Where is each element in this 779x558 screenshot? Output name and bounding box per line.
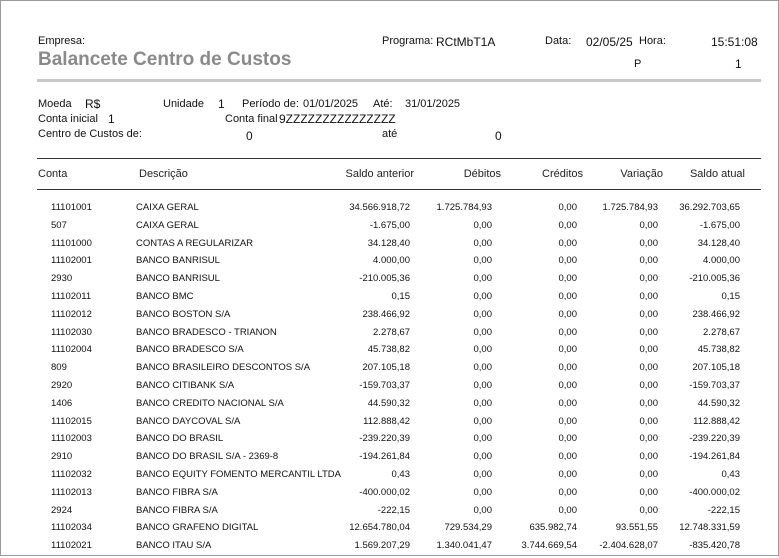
cell-creditos: 0,00: [558, 451, 577, 463]
moeda-label: Moeda: [38, 98, 72, 110]
table-row: [1, 433, 778, 451]
cell-saldo-atual: 45.738,82: [697, 344, 740, 356]
cell-debitos: 0,00: [473, 362, 492, 374]
cell-debitos: 0,00: [473, 451, 492, 463]
cell-saldo-atual: -222,15: [707, 504, 740, 516]
unidade-label: Unidade: [163, 98, 204, 110]
cell-debitos: 0,00: [473, 415, 492, 427]
cell-saldo-atual: 0,43: [721, 469, 740, 480]
cell-saldo-anterior: 0,43: [391, 469, 410, 480]
cell-variacao: 0,00: [639, 237, 658, 249]
col-header-debitos: Débitos: [463, 168, 501, 180]
cell-debitos: 729.534,29: [444, 522, 492, 534]
conta-final-value: 9ZZZZZZZZZZZZZZZ: [279, 112, 396, 126]
centro-custos-de-value: 0: [246, 129, 253, 143]
cell-saldo-anterior: 0,15: [391, 291, 410, 302]
cell-saldo-anterior: -1.675,00: [369, 219, 410, 231]
cell-conta: 11102034: [51, 522, 92, 534]
table-row: [1, 540, 778, 558]
cell-saldo-atual: 238.466,92: [692, 308, 740, 320]
cell-variacao: 1.725.784,93: [602, 202, 658, 213]
cell-creditos: 0,00: [558, 344, 577, 356]
cell-descricao: BANCO ITAU S/A: [136, 540, 212, 552]
cell-conta: 11102004: [51, 344, 92, 356]
cell-debitos: 0,00: [473, 397, 492, 409]
table-row: [1, 451, 778, 469]
cell-conta: 11102013: [51, 486, 92, 498]
cell-variacao: 0,00: [639, 344, 658, 356]
cell-saldo-anterior: 2.278,67: [373, 326, 410, 338]
cell-creditos: 0,00: [558, 380, 577, 391]
programa-label: Programa:: [382, 35, 434, 47]
cell-debitos: 0,00: [473, 273, 492, 285]
cell-creditos: 0,00: [558, 219, 577, 231]
cell-conta: 11102003: [51, 433, 92, 445]
cell-saldo-atual: -239.220,39: [689, 433, 740, 445]
cell-debitos: 0,00: [473, 291, 492, 302]
cell-saldo-anterior: -400.000,02: [359, 486, 410, 498]
col-header-variacao: Variação: [620, 168, 663, 180]
cell-descricao: BANCO FIBRA S/A: [136, 504, 218, 516]
cell-saldo-atual: -210.005,36: [689, 273, 740, 285]
table-row: [1, 273, 778, 291]
cell-conta: 11102011: [51, 291, 92, 302]
cell-saldo-atual: 36.292.703,65: [679, 202, 740, 213]
cell-debitos: 1.725.784,93: [436, 202, 492, 213]
table-row: [1, 255, 778, 273]
cell-saldo-atual: -194.261,84: [689, 451, 740, 463]
cell-variacao: 0,00: [639, 433, 658, 445]
table-row: [1, 416, 778, 434]
cell-debitos: 0,00: [473, 308, 492, 320]
cell-saldo-anterior: 207.105,18: [362, 362, 410, 374]
cell-conta: 507: [51, 219, 67, 231]
report-title: Balancete Centro de Custos: [38, 49, 292, 70]
cell-debitos: 1.340.041,47: [436, 540, 492, 552]
programa-value: RCtMbT1A: [436, 35, 496, 49]
cell-creditos: 0,00: [558, 202, 577, 213]
empresa-label: Empresa:: [38, 35, 86, 47]
cell-debitos: 0,00: [473, 433, 492, 445]
cell-descricao: BANCO DAYCOVAL S/A: [136, 415, 241, 427]
cell-saldo-atual: 112.888,42: [693, 415, 740, 427]
cell-variacao: 0,00: [639, 504, 658, 516]
cell-descricao: BANCO BOSTON S/A: [136, 308, 231, 320]
cell-variacao: 0,00: [639, 469, 658, 480]
centro-custos-label: Centro de Custos de:: [38, 128, 142, 140]
cell-conta: 11102012: [51, 308, 92, 320]
cell-descricao: CONTAS A REGULARIZAR: [136, 237, 254, 249]
table-row: [1, 344, 778, 362]
cell-debitos: 0,00: [473, 255, 492, 267]
cell-saldo-anterior: 44.590,32: [367, 397, 410, 409]
col-header-creditos: Créditos: [542, 168, 583, 180]
cell-saldo-atual: -1.675,00: [699, 219, 740, 231]
cell-saldo-anterior: 1.569.207,29: [354, 540, 410, 552]
cell-descricao: BANCO CITIBANK S/A: [136, 380, 235, 391]
cell-saldo-anterior: -210.005,36: [359, 273, 410, 285]
table-row: [1, 202, 778, 220]
hora-label: Hora:: [639, 35, 666, 47]
cell-debitos: 0,00: [473, 504, 492, 516]
table-row: [1, 469, 778, 487]
cell-debitos: 0,00: [473, 219, 492, 231]
cell-saldo-anterior: 238.466,92: [362, 308, 410, 320]
table-row: [1, 362, 778, 380]
cell-conta: 11101001: [51, 202, 92, 213]
cell-conta: 2930: [51, 273, 73, 285]
cell-variacao: 0,00: [639, 397, 658, 409]
cell-descricao: BANCO BMC: [136, 291, 194, 302]
centro-custos-ate-value: 0: [495, 129, 502, 143]
col-header-descricao: Descrição: [139, 168, 188, 180]
cell-creditos: 0,00: [558, 469, 577, 480]
cell-conta: 11102021: [51, 540, 92, 552]
cell-descricao: BANCO BANRISUL: [136, 273, 220, 285]
cell-debitos: 0,00: [473, 237, 492, 249]
cell-creditos: 0,00: [558, 237, 577, 249]
cell-conta: 11101000: [51, 237, 92, 249]
cell-saldo-atual: -159.703,37: [689, 380, 740, 391]
cell-saldo-anterior: -159.703,37: [359, 380, 410, 391]
cell-conta: 11102032: [51, 469, 92, 480]
cell-saldo-atual: 44.590,32: [697, 397, 740, 409]
cell-descricao: BANCO DO BRASIL: [136, 433, 224, 445]
cell-saldo-anterior: 34.566.918,72: [349, 202, 410, 213]
cell-creditos: 3.744.669,54: [521, 540, 577, 552]
cell-saldo-atual: -400.000,02: [689, 486, 740, 498]
table-row: [1, 380, 778, 398]
cell-creditos: 0,00: [558, 273, 577, 285]
cell-creditos: 0,00: [558, 504, 577, 516]
cell-conta: 1406: [51, 397, 73, 409]
cell-saldo-anterior: 12.654.780,04: [349, 522, 410, 534]
cell-variacao: 0,00: [639, 486, 658, 498]
cell-creditos: 0,00: [558, 291, 577, 302]
cell-conta: 809: [51, 362, 67, 374]
cell-variacao: 0,00: [639, 308, 658, 320]
cell-conta: 11102015: [51, 415, 92, 427]
cell-descricao: BANCO BRADESCO S/A: [136, 344, 244, 356]
cell-saldo-anterior: 4.000,00: [373, 255, 410, 267]
cell-creditos: 0,00: [558, 486, 577, 498]
cell-conta: 2924: [51, 504, 73, 516]
table-row: [1, 487, 778, 505]
cell-creditos: 0,00: [558, 326, 577, 338]
col-header-conta: Conta: [38, 168, 68, 180]
cell-saldo-anterior: 45.738,82: [367, 344, 410, 356]
conta-inicial-value: 1: [108, 112, 115, 126]
cell-conta: 2920: [51, 380, 73, 391]
cell-descricao: BANCO BANRISUL: [136, 255, 220, 267]
cell-descricao: BANCO GRAFENO DIGITAL: [136, 522, 259, 534]
cell-variacao: 0,00: [639, 291, 658, 302]
cell-debitos: 0,00: [473, 486, 492, 498]
periodo-ate-label: Até:: [373, 98, 393, 110]
cell-descricao: BANCO FIBRA S/A: [136, 486, 218, 498]
cell-descricao: BANCO EQUITY FOMENTO MERCANTIL LTDA: [136, 469, 341, 480]
cell-debitos: 0,00: [473, 344, 492, 356]
cell-saldo-atual: 207.105,18: [692, 362, 740, 374]
cell-conta: 2910: [51, 451, 73, 463]
cell-saldo-atual: 4.000,00: [703, 255, 740, 267]
cell-variacao: 93.551,55: [615, 522, 658, 534]
cell-variacao: 0,00: [639, 362, 658, 374]
cell-debitos: 0,00: [473, 326, 492, 338]
cell-creditos: 635.982,74: [529, 522, 577, 534]
table-row: [1, 327, 778, 345]
cell-debitos: 0,00: [473, 469, 492, 480]
cell-descricao: CAIXA GERAL: [136, 219, 199, 231]
table-top-divider: [37, 158, 761, 159]
conta-inicial-label: Conta inicial: [38, 113, 98, 125]
cell-creditos: 0,00: [558, 433, 577, 445]
table-row: [1, 238, 778, 256]
unidade-value: 1: [218, 97, 225, 111]
data-value: 02/05/25: [586, 35, 633, 49]
cell-saldo-atual: 12.748.331,59: [679, 522, 740, 534]
table-row: [1, 522, 778, 540]
cell-variacao: 0,00: [639, 415, 658, 427]
data-label: Data:: [545, 35, 572, 47]
cell-saldo-atual: 34.128,40: [697, 237, 740, 249]
cell-debitos: 0,00: [473, 380, 492, 391]
cell-creditos: 0,00: [558, 255, 577, 267]
cell-variacao: 0,00: [639, 380, 658, 391]
cell-creditos: 0,00: [558, 397, 577, 409]
cell-saldo-atual: 0,15: [721, 291, 740, 302]
page-label: P: [634, 58, 642, 70]
cell-conta: 11102001: [51, 255, 92, 267]
periodo-label: Período de:: [242, 98, 299, 110]
cell-saldo-anterior: 34.128,40: [367, 237, 410, 249]
cell-saldo-anterior: -194.261,84: [359, 451, 410, 463]
moeda-value: R$: [85, 97, 101, 111]
cell-saldo-anterior: -222,15: [377, 504, 410, 516]
table-row: [1, 291, 778, 309]
table-header-divider: [37, 189, 761, 190]
cell-conta: 11102030: [51, 326, 92, 338]
cell-variacao: 0,00: [639, 219, 658, 231]
table-row: [1, 220, 778, 238]
cell-variacao: -2.404.628,07: [599, 540, 658, 552]
periodo-de-value: 01/01/2025: [303, 98, 359, 110]
cell-saldo-atual: -835.420,78: [689, 540, 740, 552]
col-header-saldo-anterior: Saldo anterior: [345, 168, 414, 180]
cell-saldo-anterior: 112.888,42: [363, 415, 410, 427]
cell-variacao: 0,00: [639, 255, 658, 267]
cell-saldo-atual: 2.278,67: [703, 326, 740, 338]
table-row: [1, 398, 778, 416]
cell-creditos: 0,00: [558, 308, 577, 320]
hora-value: 15:51:08: [711, 35, 758, 49]
cell-descricao: BANCO CREDITO NACIONAL S/A: [136, 397, 284, 409]
cell-creditos: 0,00: [558, 415, 577, 427]
cell-variacao: 0,00: [639, 326, 658, 338]
cell-descricao: BANCO DO BRASIL S/A - 2369-8: [136, 451, 279, 463]
cell-variacao: 0,00: [639, 451, 658, 463]
periodo-ate-value: 31/01/2025: [405, 98, 461, 110]
centro-custos-ate-label: até: [382, 128, 398, 140]
page-number: 1: [735, 57, 742, 71]
conta-final-label: Conta final: [225, 113, 278, 125]
cell-descricao: BANCO BRASILEIRO DESCONTOS S/A: [136, 362, 311, 374]
cell-variacao: 0,00: [639, 273, 658, 285]
cell-descricao: CAIXA GERAL: [136, 202, 199, 213]
col-header-saldo-atual: Saldo atual: [689, 168, 745, 180]
cell-saldo-anterior: -239.220,39: [359, 433, 410, 445]
table-row: [1, 505, 778, 523]
cell-creditos: 0,00: [558, 362, 577, 374]
table-row: [1, 309, 778, 327]
header-divider: [37, 79, 761, 82]
cell-descricao: BANCO BRADESCO - TRIANON: [136, 326, 277, 338]
